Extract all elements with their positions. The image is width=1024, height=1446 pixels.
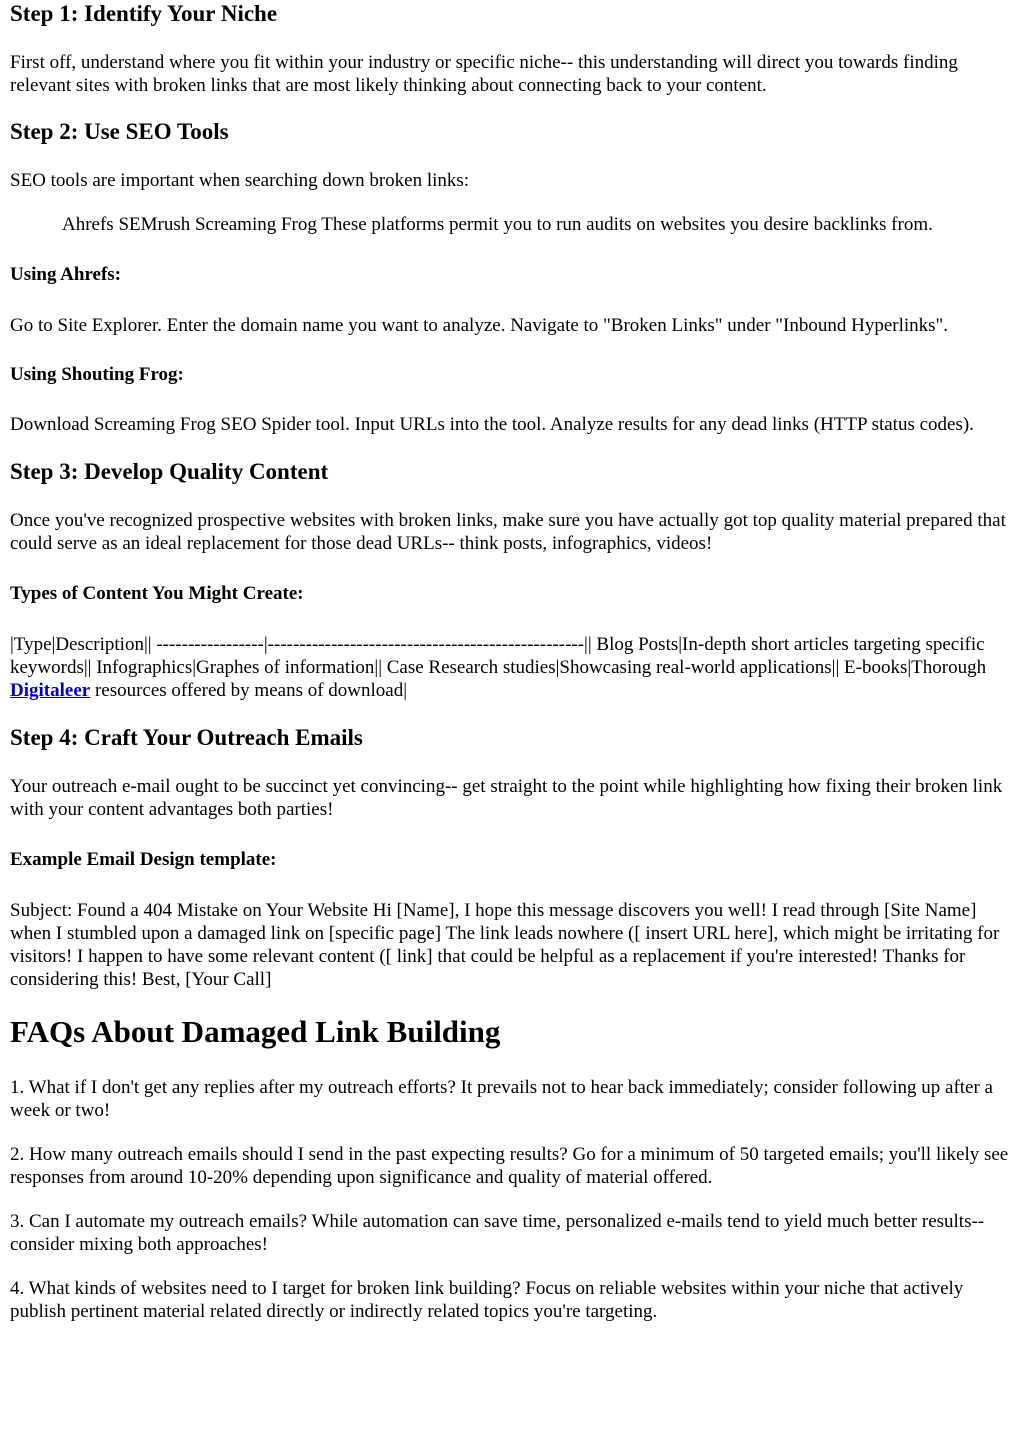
step1-heading: Step 1: Identify Your Niche	[10, 1, 278, 26]
email-template-subheading: Example Email Design template:	[10, 849, 277, 870]
table-text-before-link: |Type|Description|| -----------------|--------------------------------------------------|| Blog Posts|In-depth short articles targeting specific keywords|| Infographics|Graphes of information|| Case Research studies|Showcasing real-world applications|| E-books|Thorough	[10, 634, 987, 678]
faq-item: 4. What kinds of websites need to I target for broken link building? Focus on reliable websites within your niche that actively publish pertinent material related directly or indirectly related topics you're targeting.	[10, 1278, 964, 1322]
frog-subheading: Using Shouting Frog:	[10, 364, 184, 385]
step1-paragraph: First off, understand where you fit within your industry or specific niche-- this understanding will direct you towards finding relevant sites with broken links that are most likely thinking about connecting back to your content.	[10, 52, 958, 96]
ahrefs-paragraph: Go to Site Explorer. Enter the domain name you want to analyze. Navigate to "Broken Links" under "Inbound Hyperlinks".	[10, 315, 949, 336]
content-types-subheading: Types of Content You Might Create:	[10, 583, 304, 604]
step2-heading: Step 2: Use SEO Tools	[10, 119, 229, 144]
faq-item: 1. What if I don't get any replies after my outreach efforts? It prevails not to hear back immediately; consider following up after a week or two!	[10, 1077, 993, 1121]
table-text-after-link: resources offered by means of download|	[90, 680, 408, 701]
content-types-table-text	[10, 633, 1014, 702]
seo-tools-list: Ahrefs SEMrush Screaming Frog These platforms permit you to run audits on websites you desire backlinks from.	[62, 214, 933, 235]
step3-paragraph: Once you've recognized prospective websites with broken links, make sure you have actually got top quality material prepared that could serve as an ideal replacement for those dead URLs-- think posts, infographics, videos!	[10, 510, 1006, 554]
email-template-paragraph: Subject: Found a 404 Mistake on Your Website Hi [Name], I hope this message discovers you well! I read through [Site Name] when I stumbled upon a damaged link on [specific page] The link leads nowhere ([ insert URL here], which might be irritating for visitors! I happen to have some relevant content ([ link] that could be helpful as a replacement if you're interested! Thanks for considering this! Best, [Your Call]	[10, 900, 1000, 990]
ahrefs-subheading: Using Ahrefs:	[10, 264, 122, 285]
step4-heading: Step 4: Craft Your Outreach Emails	[10, 725, 363, 750]
faqs-heading: FAQs About Damaged Link Building	[10, 1014, 501, 1049]
step2-intro-paragraph: SEO tools are important when searching down broken links:	[10, 170, 470, 191]
frog-paragraph: Download Screaming Frog SEO Spider tool. Input URLs into the tool. Analyze results for any dead links (HTTP status codes).	[10, 414, 974, 435]
digitaleer-link[interactable]: Digitaleer	[10, 680, 91, 701]
step4-paragraph: Your outreach e-mail ought to be succinct yet convincing-- get straight to the point while highlighting how fixing their broken link with your content advantages both parties!	[10, 776, 1003, 820]
faq-item: 2. How many outreach emails should I send in the past expecting results? Go for a minimum of 50 targeted emails; you'll likely see responses from around 10-20% depending upon significance and quality of material offered.	[10, 1144, 1009, 1188]
step3-heading: Step 3: Develop Quality Content	[10, 459, 329, 484]
faq-item: 3. Can I automate my outreach emails? While automation can save time, personalized e-mails tend to yield much better results-- consider mixing both approaches!	[10, 1211, 985, 1255]
